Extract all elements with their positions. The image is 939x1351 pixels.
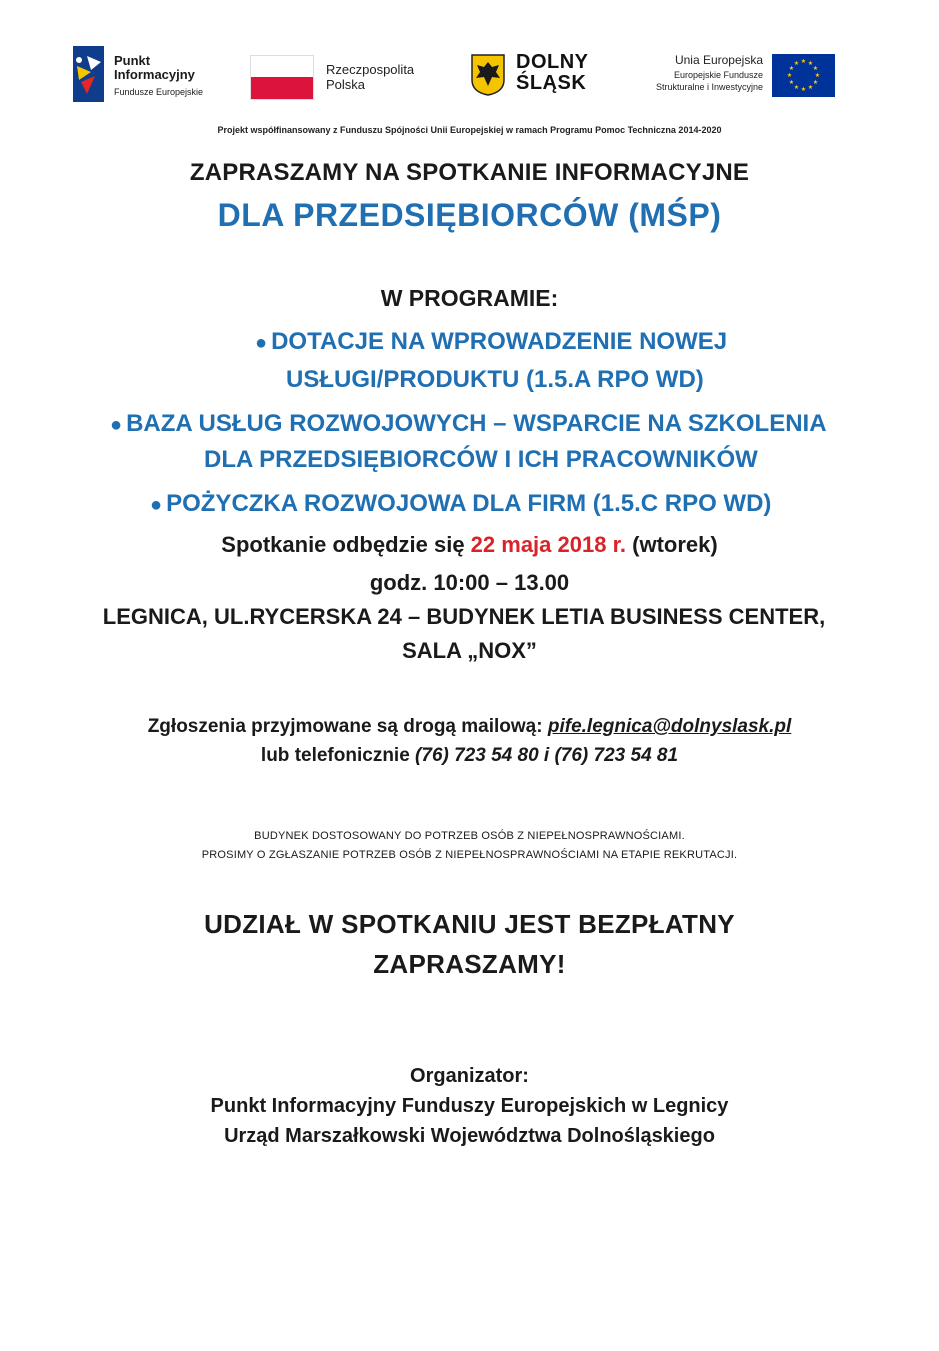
free-participation: UDZIAŁ W SPOTKANIU JEST BEZPŁATNY xyxy=(204,909,735,939)
svg-text:★: ★ xyxy=(800,58,807,65)
svg-text:★: ★ xyxy=(793,60,800,67)
dolny-slask-eagle-icon xyxy=(471,54,505,96)
pi-line1: Punkt xyxy=(114,53,151,68)
program-title: W PROGRAMIE: xyxy=(380,285,559,311)
pi-line3: Fundusze Europejskie xyxy=(114,87,204,97)
target-audience-heading: DLA PRZEDSIĘBIORCÓW (MŚP) xyxy=(217,197,722,233)
invitation-heading: ZAPRASZAMY NA SPOTKANIE INFORMACYJNE xyxy=(189,159,750,186)
svg-text:★: ★ xyxy=(788,65,795,72)
unia-europejska-text xyxy=(641,54,763,93)
bullet-icon: ● xyxy=(255,332,268,354)
rzeczpospolita-text xyxy=(326,62,414,92)
svg-text:★: ★ xyxy=(807,60,814,67)
pi-line2: Informacyjny xyxy=(114,67,195,82)
punkt-informacyjny-text xyxy=(114,54,203,99)
program-item-2-line2: DLA PRZEDSIĘBIORCÓW I ICH PRACOWNIKÓW xyxy=(204,446,758,473)
program-item-3-line1: POŻYCZKA ROZWOJOWA DLA FIRM (1.5.C RPO WD) xyxy=(166,490,772,517)
fundusze-europejskie-icon xyxy=(73,46,104,102)
ue-line2: Europejskie Fundusze xyxy=(673,70,763,80)
punkt-informacyjny-logo xyxy=(73,46,218,106)
program-item-2 xyxy=(110,405,827,444)
organizer-line2: Urząd Marszałkowski Województwa Dolnośląskiego xyxy=(224,1125,715,1147)
svg-text:★: ★ xyxy=(812,79,819,86)
accessibility-line1: BUDYNEK DOSTOSOWANY DO POTRZEB OSÓB Z NIEPEŁNOSPRAWNOŚCIAMI. xyxy=(254,830,685,842)
meeting-suffix: (wtorek) xyxy=(626,532,718,557)
svg-text:★: ★ xyxy=(807,84,814,91)
svg-text:★: ★ xyxy=(814,72,821,79)
meeting-place-line2: SALA „NOX” xyxy=(402,638,537,663)
meeting-date: 22 maja 2018 r. xyxy=(470,532,627,557)
program-item-1-line1: DOTACJE NA WPROWADZENIE NOWEJ xyxy=(271,328,728,355)
cofinancing-note: Projekt współfinansowany z Funduszu Spójności Unii Europejskiej w ramach Programu Pomoc Techniczna 2014-2020 xyxy=(217,125,722,135)
meeting-prefix: Spotkanie odbędzie się xyxy=(221,532,471,557)
email-prefix: Zgłoszenia przyjmowane są drogą mailową: xyxy=(147,716,548,737)
dolny-slask-text xyxy=(516,52,589,94)
svg-text:★: ★ xyxy=(800,86,807,93)
svg-text:★: ★ xyxy=(793,84,800,91)
eu-flag-icon xyxy=(772,54,835,97)
polish-flag-icon xyxy=(250,55,314,100)
ue-line1: Unia Europejska xyxy=(674,53,763,67)
rp-line1: Rzeczpospolita xyxy=(326,62,415,77)
meeting-time: godz. 10:00 – 13.00 xyxy=(369,570,570,595)
phone-numbers: (76) 723 54 80 i (76) 723 54 81 xyxy=(415,745,679,766)
ds-line2: ŚLĄSK xyxy=(516,72,587,94)
program-item-1-line2: USŁUGI/PRODUKTU (1.5.A RPO WD) xyxy=(286,366,704,393)
logo-bar xyxy=(0,40,939,110)
contact-email-line xyxy=(0,716,939,738)
program-item-3 xyxy=(150,485,771,524)
organizer-line1: Punkt Informacyjny Funduszy Europejskich w Legnicy xyxy=(210,1095,729,1117)
invite-exclamation: ZAPRASZAMY! xyxy=(373,949,566,979)
accessibility-line2: PROSIMY O ZGŁASZANIE POTRZEB OSÓB Z NIEPEŁNOSPRAWNOŚCIAMI NA ETAPIE REKRUTACJI. xyxy=(201,849,738,861)
meeting-place-line1: LEGNICA, UL.RYCERSKA 24 – BUDYNEK LETIA BUSINESS CENTER, xyxy=(102,604,826,629)
contact-phone-line xyxy=(0,745,939,767)
svg-text:★: ★ xyxy=(786,72,793,79)
rp-line2: Polska xyxy=(326,77,366,92)
svg-text:★: ★ xyxy=(788,79,795,86)
email-link[interactable]: pife.legnica@dolnyslask.pl xyxy=(547,716,792,737)
program-item-1 xyxy=(255,323,727,362)
ue-line3: Strukturalne i Inwestycyjne xyxy=(655,82,763,92)
organizer-label: Organizator: xyxy=(410,1065,529,1087)
program-item-2-line1: BAZA USŁUG ROZWOJOWYCH – WSPARCIE NA SZKOLENIA xyxy=(126,410,827,437)
bullet-icon: ● xyxy=(150,494,163,516)
ds-line1: DOLNY xyxy=(516,51,589,73)
phone-prefix: lub telefonicznie xyxy=(260,745,416,766)
svg-text:★: ★ xyxy=(812,65,819,72)
meeting-date-line xyxy=(0,532,939,558)
bullet-icon: ● xyxy=(110,414,123,436)
